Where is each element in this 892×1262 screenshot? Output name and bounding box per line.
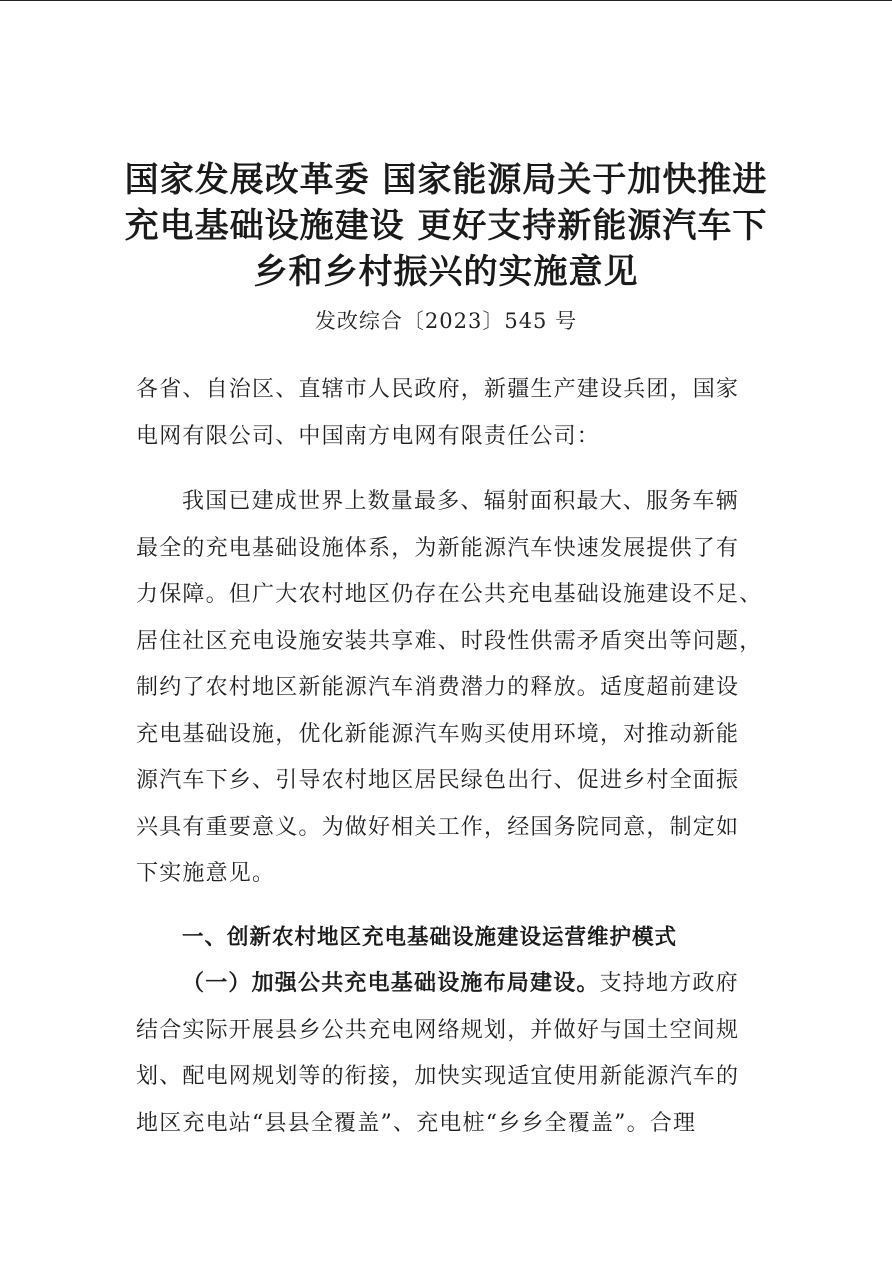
addressee-line: 各省、自治区、直辖市人民政府，新疆生产建设兵团，国家 [136,377,740,402]
intro-line: 下实施意见。 [136,861,276,886]
intro-line: 源汽车下乡、引导农村地区居民绿色出行、促进乡村全面振 [136,768,740,793]
item-first-line [136,961,776,1008]
addressee-paragraph [136,367,776,460]
intro-line: 兴具有重要意义。为做好相关工作，经国务院同意，制定如 [136,814,740,840]
section-heading: 一、创新农村地区充电基础设施建设运营维护模式 [182,925,678,950]
document-number: 发改综合〔2023〕545 号 [314,309,578,333]
intro-line: 最全的充电基础设施体系，为新能源汽车快速发展提供了有 [136,535,740,561]
item-line: 划、配电网规划等的衔接，加快实现适宜使用新能源汽车的 [136,1064,740,1089]
document-title-line-3: 乡和乡村振兴的实施意见 [253,252,639,292]
addressee-line: 电网有限公司、中国南方电网有限责任公司： [136,423,601,449]
intro-line: 我国已建成世界上数量最多、辐射面积最大、服务车辆 [182,489,739,514]
item-line: 结合实际开展县乡公共充电网络规划，并做好与国土空间规 [136,1017,740,1043]
intro-line: 充电基础设施，优化新能源汽车购买使用环境，对推动新能 [136,721,740,747]
intro-line: 制约了农村地区新能源汽车消费潜力的释放。适度超前建设 [136,675,740,700]
intro-paragraph [136,479,776,898]
item-lead: （一）加强公共充电基础设施布局建设。 [182,971,600,996]
intro-line: 力保障。但广大农村地区仍存在公共充电基础设施建设不足、 [136,582,763,607]
document-title-line-1: 国家发展改革委 国家能源局关于加快推进 [124,160,768,200]
document-title-line-2: 充电基础设施建设 更好支持新能源汽车下 [124,206,768,246]
item-paragraph [136,961,776,1147]
item-first-line-rest: 支持地方政府 [599,971,739,996]
item-line: 地区充电站“县县全覆盖”、充电桩“乡乡全覆盖”。合理 [136,1110,697,1136]
intro-line: 居住社区充电设施安装共享难、时段性供需矛盾突出等问题， [136,628,763,654]
